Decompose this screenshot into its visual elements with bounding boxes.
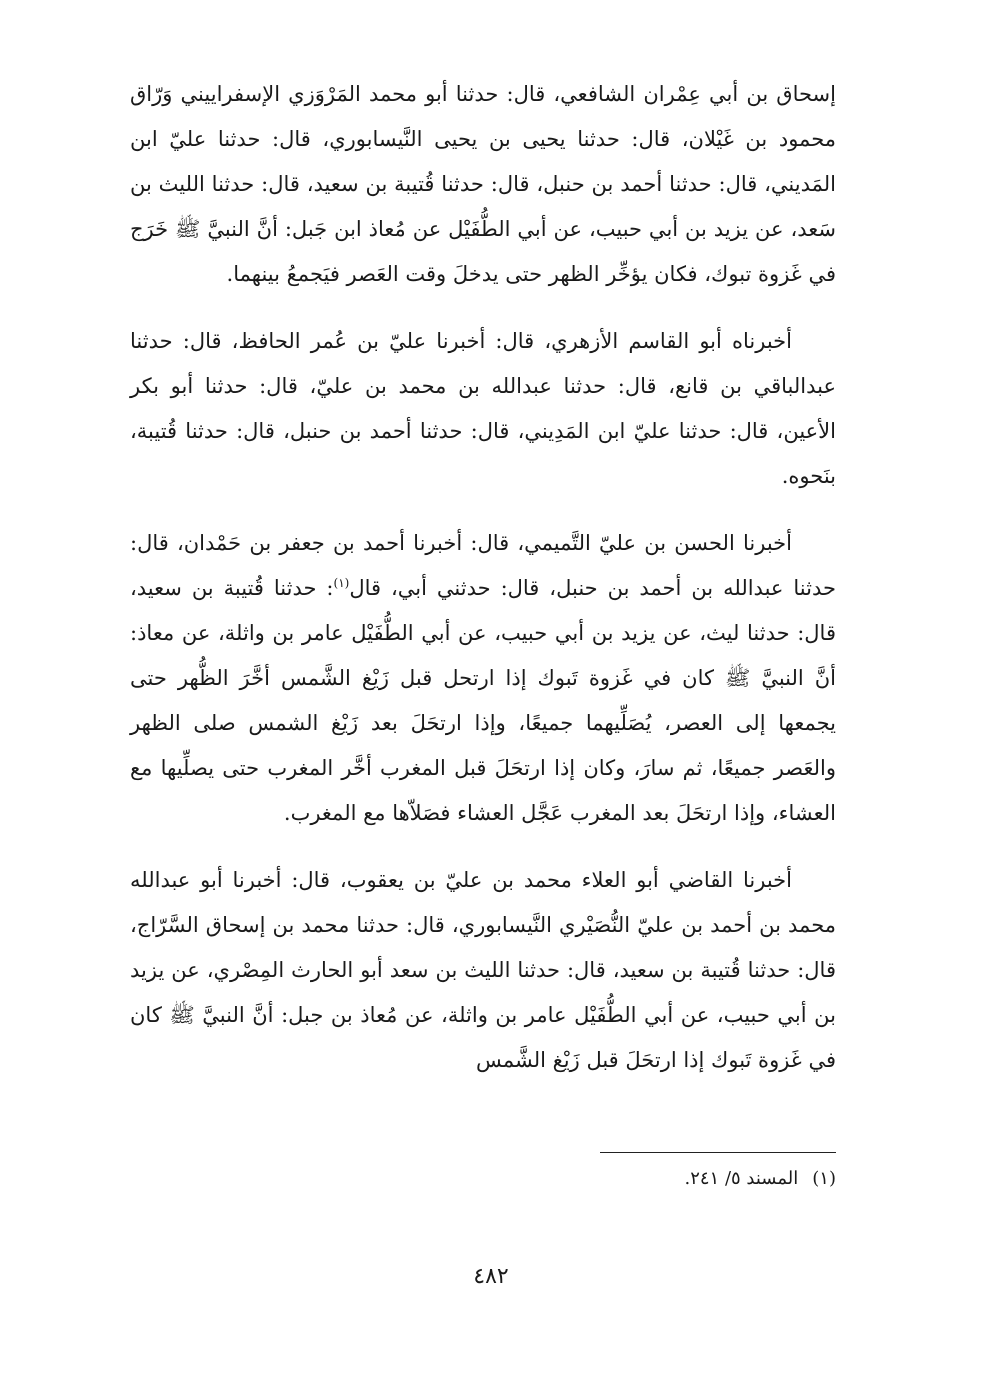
paragraph-1: إسحاق بن أبي عِمْران الشافعي، قال: حدثنا أبو محمد المَرْوَزي الإسفراييني وَرّاق محمود بن غَيْلان، قال: حدثنا يحيى بن يحيى النَّيسابوري، قال: حدثنا عليّ ابن المَديني، قال: حدثنا أحمد بن حنبل، قال: حدثنا قُتيبة بن سعيد، قال: حدثنا الليث بن سَعد، عن يزيد بن أبي حبيب، عن أبي الطُّفَيْل عن مُعاذ ابن جَبل: أنَّ النبيَّ ﷺ خَرَج في غَزوة تبوك، فكان يؤخِّر الظهر حتى يدخلَ وقت العَصر فيَجمعُ بينهما. xyxy=(130,82,836,286)
footnote-number: (١) xyxy=(812,1168,836,1189)
paragraph-3-opening: أخبرنا الحسن بن عليّ التَّميمي، قال: xyxy=(462,531,792,555)
footnote-separator xyxy=(600,1152,836,1153)
main-text xyxy=(130,72,836,1083)
footnote xyxy=(684,1164,836,1194)
paragraph-2: أخبرناه أبو القاسم الأزهري، قال: أخبرنا عليّ بن عُمر الحافظ، قال: حدثنا عبدالباقي بن قانع، قال: حدثنا عبدالله بن محمد بن عليّ، قال: حدثنا أبو بكر الأعين، قال: حدثنا عليّ ابن المَدِيني، قال: حدثنا أحمد بن حنبل، قال: حدثنا قُتيبة، بنَحوه. xyxy=(130,329,836,488)
paragraph-3-part-b: : حدثنا قُتيبة بن سعيد، قال: حدثنا ليث، عن يزيد بن أبي حبيب، عن أبي الطُّفَيْل عامر بن واثلة، عن معاذ: أنَّ النبيَّ ﷺ كان في غَزوة تَبوك إذا ارتحل قبل زَيْغ الشَّمس أخَّرَ الظُّهر حتى يجمعها إلى العصر، يُصَلِّيهما جميعًا، وإذا ارتحَلَ بعد زَيْغ الشمس صلى الظهر والعَصر جميعًا، ثم سارَ، وكان إذا ارتحَلَ قبل المغرب أخَّر المغرب حتى يصلِّيها مع العشاء، وإذا ارتحَلَ بعد المغرب عَجَّل العشاء فصَلاّها مع المغرب. xyxy=(130,576,836,825)
paragraph-3-part-a: أخبرنا أحمد بن جعفر بن حَمْدان، قال: حدثنا عبدالله بن أحمد بن حنبل، قال: حدثني أبي، قال xyxy=(130,531,836,600)
footnote-text: المسند ٥/ ٢٤١. xyxy=(684,1168,799,1189)
page-number: ٤٨٢ xyxy=(473,1264,509,1289)
paragraph-4: أخبرنا القاضي أبو العلاء محمد بن عليّ بن يعقوب، قال: أخبرنا أبو عبدالله محمد بن أحمد بن عليّ النُّصَيْري النَّيسابوري، قال: حدثنا محمد بن إسحاق السَّرّاج، قال: حدثنا قُتيبة بن سعيد، قال: حدثنا الليث بن سعد أبو الحارث المِصْري، عن يزيد بن أبي حبيب، عن أبي الطُّفَيْل عامر بن واثلة، عن مُعاذ بن جبل: أنَّ النبيَّ ﷺ كان في غَزوة تَبوك إذا ارتحَلَ قبل زَيْغ الشَّمس xyxy=(130,868,836,1072)
paragraph-3 xyxy=(130,521,836,836)
footnote-reference[interactable]: (١) xyxy=(333,576,350,590)
